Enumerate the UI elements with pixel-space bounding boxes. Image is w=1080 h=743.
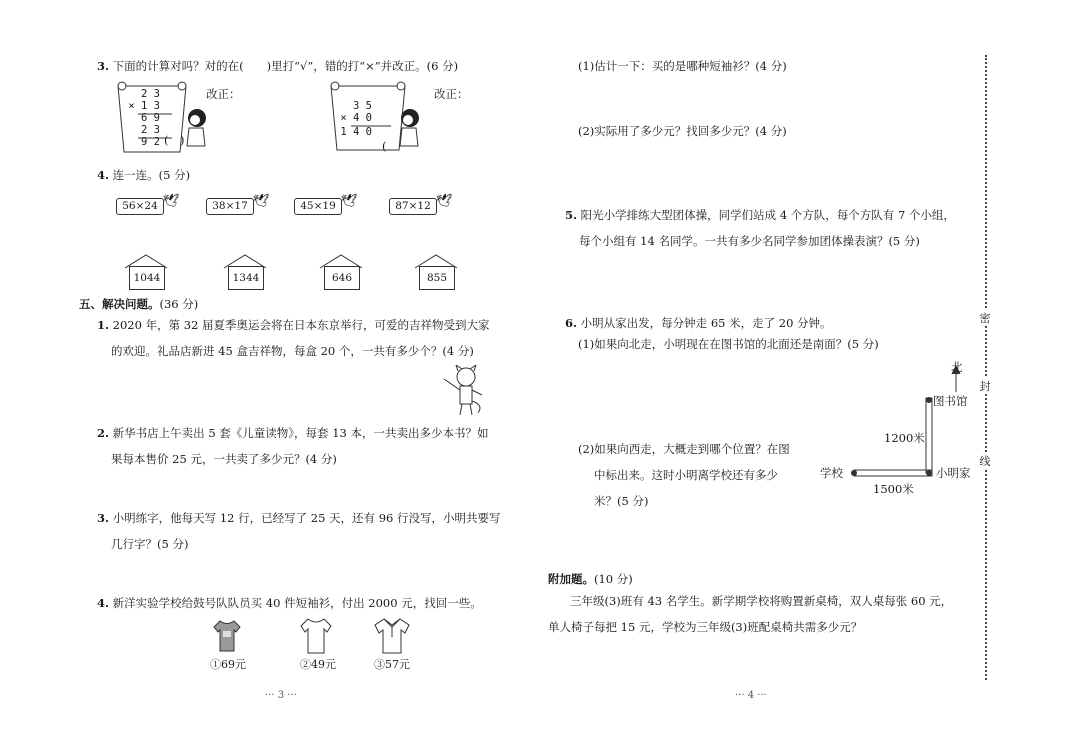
calc-2-line: 1 4 0 <box>340 126 372 138</box>
calc-2-fix-label: 改正： <box>434 87 469 101</box>
problem-6-sub1: (1)如果向北走，小明现在在图书馆的北面还是南面？(5 分) <box>578 337 879 351</box>
problem-3 <box>97 505 527 557</box>
calc-1-line: × 1 3 <box>128 100 160 112</box>
problem-2-line1: 新华书店上午卖出 5 套《儿童读物》，每套 13 本，一共卖出多少本书？如 <box>112 426 489 440</box>
calc-2-answer-paren[interactable]: ( <box>382 139 398 153</box>
page-deco: ··· <box>284 690 297 701</box>
child-peek-icon <box>398 108 420 148</box>
problem-6-line1 <box>565 315 832 331</box>
problem-6-sub2-line: 中标出来。这时小明离学校还有多少 <box>594 468 778 482</box>
problem-5-line2: 每个小组有 14 名同学。一共有多少名同学参加团体操表演？(5 分) <box>579 234 920 248</box>
mascot-icon <box>440 365 486 417</box>
problem-6-number: 6. <box>565 316 578 330</box>
shirt-1-price: ①69元 <box>210 658 246 671</box>
dove-icon: 🕊 <box>253 194 270 209</box>
problem-2 <box>97 420 527 472</box>
problem-1-line2: 的欢迎。礼品店新进 45 盒吉祥物，每盒 20 个，一共有多少个？(4 分) <box>111 344 474 358</box>
library-point <box>926 397 932 403</box>
q4-number: 4. <box>97 168 110 182</box>
q3-number: 3. <box>97 59 110 73</box>
bonus-problem <box>548 588 978 640</box>
seal-char: 封 <box>979 380 991 393</box>
problem-6-sub2-line: (2)如果向西走，大概走到哪个位置？在图 <box>578 442 790 456</box>
seal-line <box>985 55 987 680</box>
page-deco: ··· <box>754 690 767 701</box>
match-expression[interactable]: 56×24 <box>116 198 164 215</box>
home-point <box>926 470 932 476</box>
dove-icon: 🕊 <box>341 194 358 209</box>
problem-6-text: 小明从家出发，每分钟走 65 米，走了 20 分钟。 <box>580 316 832 330</box>
bonus-heading <box>548 571 633 587</box>
q3-prompt <box>97 58 458 74</box>
problem-3-number: 3. <box>97 511 110 525</box>
page-number-left <box>265 690 297 701</box>
shirt-2-price: ②49元 <box>300 658 336 671</box>
calc-1-line: 2 3 <box>141 88 160 100</box>
calc-1-line: 2 3 <box>141 124 160 136</box>
bonus-line2: 单人椅子每把 15 元，学校为三年级(3)班配桌椅共需多少元？ <box>548 620 863 634</box>
problem-4 <box>97 590 527 616</box>
school-point <box>851 470 857 476</box>
map-library-label: 图书馆 <box>933 394 968 408</box>
page-number-right <box>735 690 767 701</box>
seal-char: 线 <box>979 455 991 468</box>
match-expression[interactable]: 87×12 <box>389 198 437 215</box>
shirt-2-icon <box>299 617 333 655</box>
house-value: 855 <box>419 266 455 290</box>
problem-2-line2: 果每本售价 25 元，一共卖了多少元？(4 分) <box>111 452 337 466</box>
house-value: 1344 <box>228 266 264 290</box>
map-distance-north: 1200米 <box>884 431 925 445</box>
section-5-heading <box>79 296 198 312</box>
problem-5 <box>565 202 985 254</box>
page-number-left-value: 3 <box>277 690 285 701</box>
q4-sub1: (1)估计一下：买的是哪种短袖衫？(4 分) <box>578 59 787 73</box>
bonus-score: (10 分) <box>594 572 633 586</box>
q3-text: 下面的计算对吗？对的在( )里打“√”，错的打“×”并改正。(6 分) <box>112 59 459 73</box>
match-house[interactable] <box>222 253 270 293</box>
problem-4-line1: 新洋实验学校给鼓号队队员买 40 件短袖衫，付出 2000 元，找回一些。 <box>112 596 482 610</box>
child-peek-icon <box>185 108 207 148</box>
dove-icon: 🕊 <box>436 194 453 209</box>
problem-4-number: 4. <box>97 596 110 610</box>
map-distance-west: 1500米 <box>873 482 914 496</box>
calc-1-fix-label: 改正： <box>206 87 241 101</box>
q4-sub2: (2)实际用了多少元？找回多少元？(4 分) <box>578 124 787 138</box>
bonus-line1: 三年级(3)班有 43 名学生。新学期学校将购置新桌椅，双人桌每张 60 元， <box>570 594 953 608</box>
north-road <box>926 398 932 473</box>
bonus-title: 附加题。 <box>548 572 594 586</box>
map-home-label: 小明家 <box>936 466 971 480</box>
page-deco: ··· <box>265 690 278 701</box>
q4-prompt <box>97 167 190 183</box>
seal-char: 密 <box>979 312 991 325</box>
problem-3-line2: 几行字？(5 分) <box>111 537 189 551</box>
calc-1-answer-paren[interactable]: ( ) <box>164 133 185 147</box>
west-road <box>854 470 932 476</box>
page-number-right-value: 4 <box>747 690 755 701</box>
map-north-label: 北 <box>951 360 963 374</box>
calc-2-lines <box>338 100 372 138</box>
section-5-score: (36 分) <box>159 297 199 311</box>
house-value: 1044 <box>129 266 165 290</box>
section-5-title: 五、解决问题。 <box>79 297 160 311</box>
problem-5-number: 5. <box>565 208 578 222</box>
problem-5-line1: 阳光小学排练大型团体操，同学们站成 4 个方队，每个方队有 7 个小组， <box>580 208 955 222</box>
problem-2-number: 2. <box>97 426 110 440</box>
problem-6-sub2-line: 米？(5 分) <box>594 494 649 508</box>
match-expression[interactable]: 45×19 <box>294 198 342 215</box>
calc-1-lines <box>128 88 160 148</box>
calc-1-line: 6 9 <box>141 112 160 124</box>
q4-text: 连一连。(5 分) <box>112 168 191 182</box>
problem-1 <box>97 312 527 364</box>
problem-6-sub2 <box>578 436 828 514</box>
calc-2-line: 3 5 <box>353 100 372 112</box>
shirt-3-icon <box>373 617 411 655</box>
shirt-1-icon <box>212 619 242 653</box>
match-expression[interactable]: 38×17 <box>206 198 254 215</box>
match-house[interactable] <box>413 253 461 293</box>
dove-icon: 🕊 <box>163 194 180 209</box>
page-deco: ··· <box>735 690 748 701</box>
house-value: 646 <box>324 266 360 290</box>
match-house[interactable] <box>123 253 171 293</box>
problem-1-line1: 2020 年，第 32 届夏季奥运会将在日本东京举行，可爱的吉祥物受到大家 <box>112 318 490 332</box>
shirt-3-price: ③57元 <box>374 658 410 671</box>
problem-3-line1: 小明练字，他每天写 12 行，已经写了 25 天，还有 96 行没写，小明共要写 <box>112 511 501 525</box>
map-school-label: 学校 <box>820 466 843 480</box>
problem-1-number: 1. <box>97 318 110 332</box>
match-house[interactable] <box>318 253 366 293</box>
calc-1-line: 9 2 <box>141 136 160 148</box>
calc-2-line: × 4 0 <box>340 112 372 124</box>
